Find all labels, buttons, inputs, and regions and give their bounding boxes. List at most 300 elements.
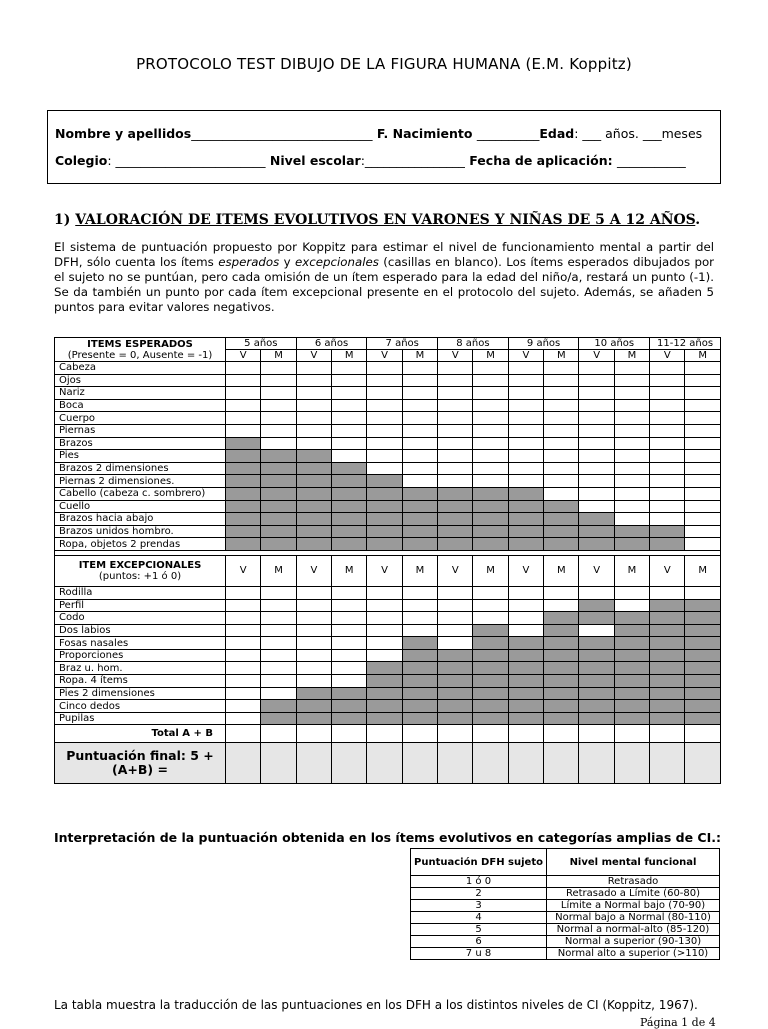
score-cell[interactable] [438,399,473,412]
score-cell[interactable] [261,586,296,599]
ci-score: 4 [411,912,547,924]
shaded-cell [579,525,614,538]
score-cell[interactable] [296,599,331,612]
final-score-cell[interactable] [544,743,579,784]
score-cell[interactable] [544,387,579,400]
score-cell[interactable] [508,450,543,463]
shaded-cell [508,500,543,513]
score-cell[interactable] [261,362,296,375]
score-cell[interactable] [614,450,649,463]
final-score-cell[interactable] [579,743,614,784]
shaded-cell [579,712,614,725]
score-cell[interactable] [402,586,437,599]
score-cell[interactable] [473,437,508,450]
score-cell[interactable] [367,437,402,450]
score-cell[interactable] [685,462,721,475]
score-cell[interactable] [261,437,296,450]
shaded-cell [261,500,296,513]
sex-m-header: M [685,350,721,362]
score-cell[interactable] [438,637,473,650]
score-cell[interactable] [508,612,543,625]
age-months-field[interactable]: ___ [642,126,662,141]
shaded-cell [438,662,473,675]
score-cell[interactable] [226,687,261,700]
shaded-cell [614,649,649,662]
shaded-cell [579,649,614,662]
score-cell[interactable] [296,637,331,650]
shaded-cell [473,675,508,688]
score-cell[interactable] [332,612,367,625]
score-cell[interactable] [261,687,296,700]
shaded-cell [296,712,331,725]
final-score-cell[interactable] [261,743,296,784]
score-cell[interactable] [685,586,721,599]
score-cell[interactable] [438,412,473,425]
score-cell[interactable] [508,624,543,637]
score-cell[interactable] [332,412,367,425]
shaded-cell [614,675,649,688]
score-cell[interactable] [332,399,367,412]
score-cell[interactable] [473,462,508,475]
total-cell[interactable] [650,725,685,743]
score-cell[interactable] [402,475,437,488]
score-cell[interactable] [438,437,473,450]
score-cell[interactable] [261,399,296,412]
date-field[interactable]: ___________ [617,153,686,168]
score-cell[interactable] [226,424,261,437]
shaded-cell [402,662,437,675]
total-cell[interactable] [261,725,296,743]
final-score-cell[interactable] [438,743,473,784]
final-score-cell[interactable] [473,743,508,784]
score-cell[interactable] [544,424,579,437]
months-label: meses [661,126,703,141]
shaded-cell [544,712,579,725]
shaded-cell [544,500,579,513]
score-cell[interactable] [226,586,261,599]
footer-note: La tabla muestra la traducción de las puntuaciones en los DFH a los distintos niveles de CI (Koppitz, 1967). [54,998,698,1012]
score-cell[interactable] [226,599,261,612]
score-cell[interactable] [402,362,437,375]
score-cell[interactable] [614,362,649,375]
score-cell[interactable] [332,675,367,688]
score-cell[interactable] [650,513,685,526]
shaded-cell [579,612,614,625]
score-cell[interactable] [614,424,649,437]
score-cell[interactable] [685,437,721,450]
shaded-cell [544,662,579,675]
score-cell[interactable] [367,399,402,412]
sex-v-header: V [650,555,685,586]
score-cell[interactable] [367,462,402,475]
score-cell[interactable] [438,362,473,375]
score-cell[interactable] [332,387,367,400]
score-cell[interactable] [508,586,543,599]
total-cell[interactable] [226,725,261,743]
score-cell[interactable] [296,374,331,387]
total-cell[interactable] [614,725,649,743]
total-cell[interactable] [402,725,437,743]
score-cell[interactable] [438,462,473,475]
exceptional-header-sub: (puntos: +1 ó 0) [98,570,182,582]
score-cell[interactable] [226,387,261,400]
score-cell[interactable] [367,424,402,437]
score-cell[interactable] [332,662,367,675]
score-cell[interactable] [544,399,579,412]
score-cell[interactable] [579,412,614,425]
shaded-cell [402,687,437,700]
score-cell[interactable] [367,362,402,375]
score-cell[interactable] [296,412,331,425]
score-cell[interactable] [650,462,685,475]
score-cell[interactable] [261,624,296,637]
score-cell[interactable] [650,450,685,463]
score-cell[interactable] [402,624,437,637]
score-cell[interactable] [332,450,367,463]
score-cell[interactable] [685,412,721,425]
total-cell[interactable] [544,725,579,743]
score-cell[interactable] [650,500,685,513]
score-cell[interactable] [685,475,721,488]
score-cell[interactable] [296,362,331,375]
score-cell[interactable] [402,387,437,400]
shaded-cell [614,612,649,625]
score-cell[interactable] [508,462,543,475]
score-cell[interactable] [650,586,685,599]
total-cell[interactable] [579,725,614,743]
score-cell[interactable] [332,374,367,387]
shaded-cell [508,513,543,526]
score-cell[interactable] [438,586,473,599]
score-cell[interactable] [473,362,508,375]
ci-score: 7 u 8 [411,948,547,960]
score-cell[interactable] [438,387,473,400]
score-cell[interactable] [508,399,543,412]
score-cell[interactable] [367,450,402,463]
score-cell[interactable] [402,462,437,475]
score-cell[interactable] [473,412,508,425]
score-cell[interactable] [650,399,685,412]
score-cell[interactable] [685,387,721,400]
score-cell[interactable] [614,412,649,425]
score-cell[interactable] [402,437,437,450]
score-cell[interactable] [332,637,367,650]
score-cell[interactable] [402,424,437,437]
score-cell[interactable] [296,399,331,412]
shaded-cell [473,712,508,725]
score-cell[interactable] [367,586,402,599]
score-cell[interactable] [579,362,614,375]
score-cell[interactable] [614,475,649,488]
item-row [55,662,721,675]
score-cell[interactable] [402,450,437,463]
score-cell[interactable] [261,599,296,612]
score-cell[interactable] [261,374,296,387]
score-cell[interactable] [332,599,367,612]
score-cell[interactable] [296,612,331,625]
score-cell[interactable] [226,412,261,425]
score-cell[interactable] [367,599,402,612]
score-cell[interactable] [332,649,367,662]
item-label: Boca [55,399,226,412]
score-cell[interactable] [579,450,614,463]
score-cell[interactable] [579,586,614,599]
score-cell[interactable] [473,586,508,599]
item-row [55,687,721,700]
score-cell[interactable] [614,500,649,513]
score-cell[interactable] [402,399,437,412]
shaded-cell [544,525,579,538]
total-cell[interactable] [508,725,543,743]
birth-field[interactable]: __________ [476,126,540,141]
score-cell[interactable] [261,649,296,662]
shaded-cell [508,538,543,551]
score-cell[interactable] [614,387,649,400]
score-cell[interactable] [402,374,437,387]
score-cell[interactable] [579,462,614,475]
score-cell[interactable] [650,374,685,387]
score-cell[interactable] [226,362,261,375]
score-cell[interactable] [473,424,508,437]
score-cell[interactable] [226,374,261,387]
score-cell[interactable] [579,387,614,400]
score-cell[interactable] [332,586,367,599]
score-cell[interactable] [438,612,473,625]
score-cell[interactable] [296,437,331,450]
score-cell[interactable] [579,475,614,488]
shaded-cell [367,712,402,725]
shaded-cell [544,538,579,551]
score-cell[interactable] [261,412,296,425]
score-cell[interactable] [614,599,649,612]
score-cell[interactable] [614,586,649,599]
score-cell[interactable] [685,374,721,387]
score-cell[interactable] [614,374,649,387]
score-cell[interactable] [261,662,296,675]
score-cell[interactable] [508,412,543,425]
shaded-cell [402,500,437,513]
score-cell[interactable] [508,362,543,375]
score-cell[interactable] [650,412,685,425]
score-cell[interactable] [579,487,614,500]
score-cell[interactable] [685,450,721,463]
score-cell[interactable] [544,475,579,488]
score-cell[interactable] [438,424,473,437]
final-score-cell[interactable] [685,743,721,784]
score-cell[interactable] [544,462,579,475]
shaded-cell [473,513,508,526]
score-cell[interactable] [579,374,614,387]
final-score-cell[interactable] [367,743,402,784]
score-cell[interactable] [614,399,649,412]
score-cell[interactable] [296,586,331,599]
score-cell[interactable] [685,362,721,375]
score-cell[interactable] [544,487,579,500]
score-cell[interactable] [508,387,543,400]
final-score-cell[interactable] [402,743,437,784]
score-cell[interactable] [226,399,261,412]
score-cell[interactable] [685,487,721,500]
shaded-cell [226,437,261,450]
score-cell[interactable] [226,675,261,688]
score-cell[interactable] [296,649,331,662]
score-cell[interactable] [226,612,261,625]
years-label: años. [601,126,643,141]
score-cell[interactable] [544,437,579,450]
school-field[interactable]: ________________________ [115,153,266,168]
score-cell[interactable] [650,387,685,400]
score-cell[interactable] [650,487,685,500]
score-cell[interactable] [544,374,579,387]
item-label: Ropa. 4 ítems [55,675,226,688]
score-cell[interactable] [296,662,331,675]
score-cell[interactable] [685,538,721,551]
shaded-cell [685,624,721,637]
score-cell[interactable] [614,462,649,475]
score-cell[interactable] [473,374,508,387]
score-cell[interactable] [508,475,543,488]
total-cell[interactable] [685,725,721,743]
shaded-cell [508,687,543,700]
score-cell[interactable] [579,424,614,437]
score-cell[interactable] [261,424,296,437]
score-cell[interactable] [650,475,685,488]
score-cell[interactable] [226,662,261,675]
total-cell[interactable] [332,725,367,743]
score-cell[interactable] [473,599,508,612]
score-cell[interactable] [650,362,685,375]
score-cell[interactable] [508,374,543,387]
final-score-cell[interactable] [650,743,685,784]
total-cell[interactable] [296,725,331,743]
score-cell[interactable] [296,675,331,688]
final-score-cell[interactable] [508,743,543,784]
score-cell[interactable] [261,675,296,688]
score-cell[interactable] [685,424,721,437]
score-cell[interactable] [579,437,614,450]
score-cell[interactable] [332,437,367,450]
score-cell[interactable] [226,712,261,725]
final-score-cell[interactable] [614,743,649,784]
score-cell[interactable] [685,399,721,412]
score-cell[interactable] [473,450,508,463]
shaded-cell [473,624,508,637]
score-cell[interactable] [579,624,614,637]
score-cell[interactable] [438,624,473,637]
score-cell[interactable] [261,387,296,400]
shaded-cell [261,450,296,463]
score-cell[interactable] [402,612,437,625]
score-cell[interactable] [226,649,261,662]
score-cell[interactable] [367,624,402,637]
score-cell[interactable] [508,437,543,450]
level-field[interactable]: ________________ [364,153,465,168]
score-cell[interactable] [261,612,296,625]
score-cell[interactable] [296,387,331,400]
score-cell[interactable] [473,475,508,488]
sex-v-header: V [226,555,261,586]
score-cell[interactable] [402,599,437,612]
score-cell[interactable] [402,412,437,425]
final-score-cell[interactable] [226,743,261,784]
shaded-cell [438,525,473,538]
ci-col-level-header: Nivel mental funcional [547,849,720,876]
score-cell[interactable] [226,637,261,650]
score-cell[interactable] [685,513,721,526]
score-cell[interactable] [614,487,649,500]
score-cell[interactable] [226,700,261,713]
final-score-cell[interactable] [332,743,367,784]
score-cell[interactable] [650,437,685,450]
score-cell[interactable] [614,513,649,526]
total-cell[interactable] [473,725,508,743]
score-cell[interactable] [508,599,543,612]
score-cell[interactable] [367,649,402,662]
score-cell[interactable] [685,525,721,538]
sex-v-header: V [508,555,543,586]
name-field[interactable]: _____________________________ [191,126,373,141]
score-cell[interactable] [367,387,402,400]
score-cell[interactable] [579,399,614,412]
score-cell[interactable] [544,412,579,425]
shaded-cell [614,700,649,713]
score-cell[interactable] [296,424,331,437]
score-cell[interactable] [438,599,473,612]
item-row [55,374,721,387]
score-cell[interactable] [438,450,473,463]
score-cell[interactable] [473,612,508,625]
shaded-cell [367,525,402,538]
score-cell[interactable] [367,412,402,425]
score-cell[interactable] [579,500,614,513]
shaded-cell [650,612,685,625]
score-cell[interactable] [332,362,367,375]
score-cell[interactable] [650,424,685,437]
score-cell[interactable] [367,374,402,387]
score-cell[interactable] [544,450,579,463]
age-years-field[interactable]: ___ [582,126,602,141]
score-cell[interactable] [544,599,579,612]
score-cell[interactable] [332,624,367,637]
total-cell[interactable] [438,725,473,743]
score-cell[interactable] [473,399,508,412]
score-cell[interactable] [438,374,473,387]
score-cell[interactable] [261,637,296,650]
shaded-cell [508,675,543,688]
paragraph-text-1: El sistema de puntuación propuesto por Koppitz para estimar el nivel de funcionamiento mental a partir del DFH, sólo cuenta los ítems [54,240,714,269]
total-cell[interactable] [367,725,402,743]
score-cell[interactable] [685,500,721,513]
page-number: Página 1 de 4 [640,1016,716,1029]
score-cell[interactable] [473,387,508,400]
score-cell[interactable] [367,612,402,625]
sex-m-header: M [544,350,579,362]
ci-level: Límite a Normal bajo (70-90) [547,900,720,912]
score-cell[interactable] [332,424,367,437]
score-cell[interactable] [367,637,402,650]
shaded-cell [332,538,367,551]
score-cell[interactable] [296,624,331,637]
score-cell[interactable] [508,424,543,437]
shaded-cell [332,687,367,700]
score-cell[interactable] [544,586,579,599]
item-row [55,387,721,400]
score-cell[interactable] [438,475,473,488]
score-cell[interactable] [226,624,261,637]
final-score-cell[interactable] [296,743,331,784]
score-cell[interactable] [614,437,649,450]
score-cell[interactable] [544,362,579,375]
